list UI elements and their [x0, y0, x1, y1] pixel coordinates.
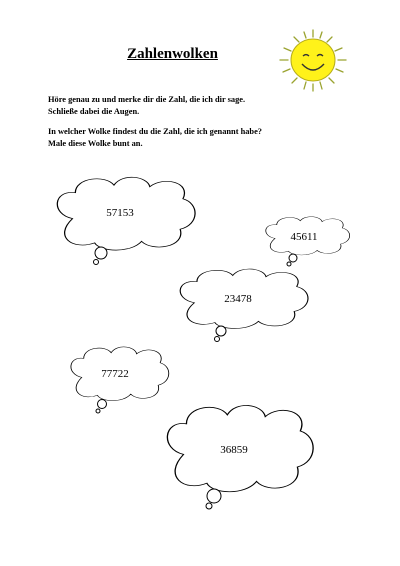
instruction-line: Höre genau zu und merke dir die Zahl, die ich dir sage.	[48, 95, 246, 104]
number-cloud[interactable]	[167, 405, 313, 509]
cloud-number: 57153	[106, 207, 134, 219]
cloud-number: 36859	[220, 444, 248, 456]
instruction-line: Male diese Wolke bunt an.	[48, 139, 143, 148]
cloud-number: 45611	[290, 231, 318, 243]
instruction-line: Schließe dabei die Augen.	[48, 107, 140, 116]
cloud-number: 23478	[224, 293, 252, 305]
instruction-line: In welcher Wolke findest du die Zahl, die ich genannt habe?	[48, 127, 262, 136]
cloud-number: 77722	[101, 368, 129, 380]
number-cloud[interactable]	[57, 177, 195, 264]
number-cloud[interactable]	[180, 269, 308, 341]
number-cloud[interactable]	[266, 217, 350, 266]
number-cloud[interactable]	[71, 347, 169, 413]
worksheet-title: Zahlenwolken	[127, 46, 218, 62]
